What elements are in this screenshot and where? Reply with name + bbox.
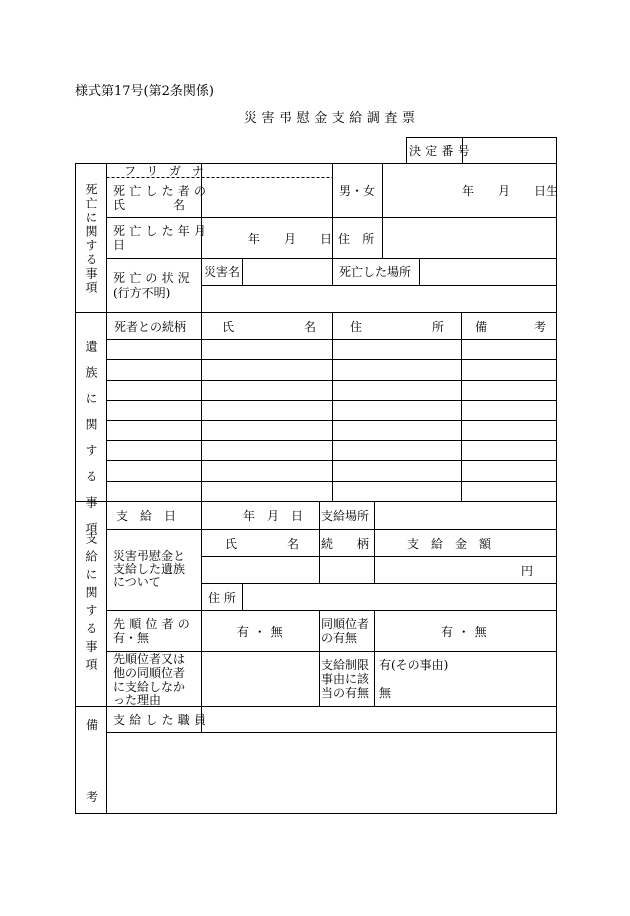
recipient-address-label: 住 所 [208, 591, 236, 605]
reason-label-3: に支給しなか [113, 680, 186, 694]
col-address-header-1: 住 [350, 320, 363, 334]
death-date-label-1: 死亡した年月 [113, 224, 211, 238]
priority-label-2: 有・無 [113, 631, 150, 645]
recipient-relation-field[interactable] [322, 558, 373, 582]
recipient-label-2: 支給した遺族 [113, 562, 186, 576]
remarks-field[interactable] [109, 735, 555, 812]
gender-selector[interactable]: 男・女 [339, 184, 376, 198]
yen-unit: 円 [521, 564, 534, 578]
payment-date-label: 支 給 日 [116, 509, 177, 523]
disaster-name-field[interactable] [245, 260, 331, 284]
staff-field[interactable] [204, 708, 555, 731]
col-relation-header: 死者との続柄 [114, 320, 187, 334]
col-remarks-header-1: 備 [475, 320, 488, 334]
death-situation-label-1: 死亡の状況 [113, 271, 195, 285]
recipient-label-3: について [113, 575, 161, 589]
recipient-name-field[interactable] [204, 558, 318, 582]
decision-number-field[interactable] [465, 140, 555, 162]
deceased-name-field[interactable] [204, 180, 331, 216]
payment-place-label: 支給場所 [321, 509, 370, 523]
death-date-field[interactable]: 年 月 日 [248, 232, 333, 246]
reason-label-1: 先順位者又は [113, 652, 186, 666]
deceased-name-label-2: 氏 名 [113, 198, 186, 212]
remarks-label-2: 考 [86, 790, 99, 804]
same-rank-label-1: 同順位者 [321, 617, 370, 631]
priority-selector[interactable]: 有・無 [237, 625, 288, 639]
deceased-address-label: 住 所 [338, 232, 379, 246]
deceased-address-field[interactable] [385, 220, 555, 257]
deceased-section-label: 死亡に関する事項 [84, 183, 98, 295]
restriction-no-option[interactable]: 無 [379, 686, 392, 700]
col-name-header-1: 氏 [222, 320, 235, 334]
col-name-header-2: 名 [304, 320, 317, 334]
payment-amount-field[interactable] [377, 558, 517, 582]
payment-date-field[interactable]: 年 月 日 [243, 509, 304, 523]
restriction-label-2: 事由に該 [321, 672, 370, 686]
birth-date-field[interactable]: 年 月 日生 [462, 184, 559, 198]
priority-label-1: 先順位者の [113, 617, 195, 631]
payment-place-field[interactable] [377, 504, 555, 528]
same-rank-selector[interactable]: 有・無 [441, 625, 492, 639]
deceased-name-label-1: 死亡した者の [113, 184, 211, 198]
reason-label-4: った理由 [113, 693, 162, 707]
survivors-section-label: 遺族に関する事項 [84, 340, 98, 548]
recipient-label-1: 災害弔慰金と [113, 549, 186, 563]
form-number: 様式第17号(第2条関係) [75, 84, 214, 99]
recipient-col-name-2: 名 [287, 537, 300, 551]
death-place-label: 死亡した場所 [339, 265, 412, 279]
restriction-yes-option[interactable]: 有(その事由) [379, 658, 449, 672]
recipient-col-relation-2: 柄 [357, 537, 370, 551]
staff-label: 支給した職員 [113, 713, 211, 727]
death-situation-label-2: (行方不明) [113, 286, 171, 300]
page-title: 災害弔慰金支給調査票 [244, 111, 420, 126]
death-date-label-2: 日 [113, 238, 126, 252]
same-rank-label-2: の有無 [321, 631, 358, 645]
disaster-name-label: 災害名 [204, 265, 241, 279]
remarks-label-1: 備 [86, 718, 99, 732]
reason-field[interactable] [204, 653, 318, 705]
furigana-label: フリガナ [124, 164, 215, 178]
death-situation-field[interactable] [204, 287, 555, 311]
col-remarks-header-2: 考 [534, 320, 547, 334]
recipient-col-amount: 支 給 金 額 [407, 537, 492, 551]
restriction-label-3: 当の有無 [321, 686, 370, 700]
payment-section-label: 支給に関する事項 [84, 532, 98, 676]
restriction-label-1: 支給制限 [321, 658, 370, 672]
death-place-field[interactable] [422, 260, 555, 284]
recipient-col-name-1: 氏 [225, 537, 238, 551]
recipient-col-relation-1: 続 [321, 537, 334, 551]
recipient-address-field[interactable] [245, 585, 555, 609]
decision-number-label: 決定番号 [409, 144, 474, 158]
col-address-header-2: 所 [432, 320, 445, 334]
reason-label-2: 他の同順位者 [113, 666, 186, 680]
